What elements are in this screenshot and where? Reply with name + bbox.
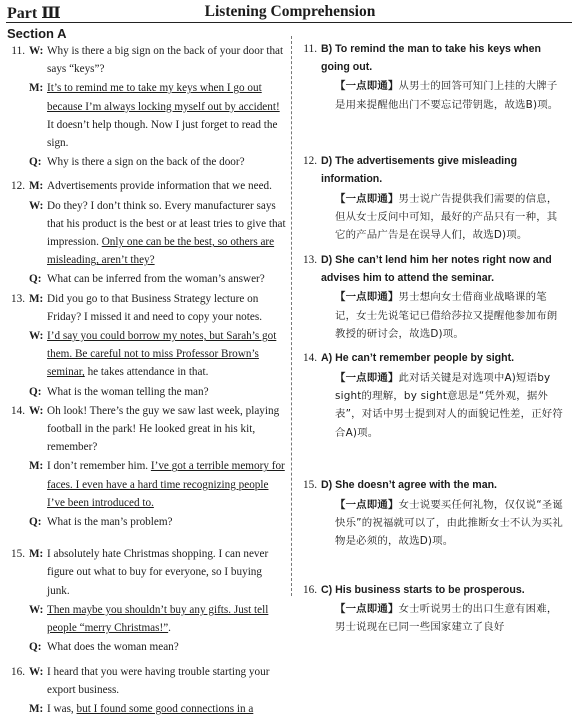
answer-explanation [335,600,567,637]
dialogue-line [5,513,287,531]
answer-option: D) The advertisements give misleading information. [321,155,518,186]
dialogue-text: I was, [47,702,77,715]
explanation-text: 女士说要买任何礼物，仅仅说“圣诞快乐”的祝福就可以了，由此推断女士不认为买礼物是必须的，故选D)项。 [335,498,563,548]
answer-block [297,40,567,114]
dialogue-text: I heard that you were having trouble starting your export business. [47,665,270,696]
answer-option: A) He can’t remember people by sight. [321,352,515,365]
speaker-label: W: [29,330,44,343]
speaker-label: M: [29,460,44,473]
answer-explanation [335,288,567,343]
dialogue-text: Oh look! There’s the guy we saw last week, playing football in the park! He looked great in his kit, remember? [47,404,280,454]
answer-number: 15. [303,479,317,492]
dialogue-line [5,327,287,382]
dialogue-text: What can be inferred from the woman’s answer? [47,273,265,286]
dialogue-text: Did you go to that Business Strategy lecture on Friday? I missed it and need to copy your notes. [47,292,263,323]
speaker-label: Q: [29,273,42,286]
speaker-label: Q: [29,641,42,654]
dialogue-line [5,457,287,512]
section-heading: Section A [7,26,67,41]
answer-block [297,476,567,550]
dialogue-line [5,270,287,288]
underlined-text: Then maybe you shouldn’t buy any gifts. Just tell people “merry Christmas!” [47,603,269,635]
page-header [0,3,580,23]
question-number: 12. [11,180,25,193]
answer-block [297,251,567,344]
answer-option: B) To remind the man to take his keys when going out. [321,43,541,74]
dialogue-line [5,290,287,326]
explanation-text: 男士想向女士借商业战略课的笔记，女士先说笔记已借给莎拉又提醒他参加布朗教授的研讨会，故选D)项。 [335,291,558,341]
answer-block [297,581,567,637]
dialogue-line [5,601,287,637]
answer-number: 12. [303,155,317,168]
dialogue-text: What is the woman telling the man? [47,385,209,398]
dialogue-line [5,197,287,270]
dialogue-column [5,42,287,719]
dialogue-text: I don’t remember him. [47,460,151,473]
dialogue-line [5,663,287,699]
answer-explanation [335,496,567,551]
explanation-text: 从男士的回答可知门上挂的大牌子是用来提醒他出门不要忘记带钥匙，故选B)项。 [335,80,559,111]
speaker-label: W: [29,199,44,212]
dialogue-text: . [168,622,171,635]
dialogue-line [5,79,287,152]
answer-number: 11. [303,43,317,55]
answer-number: 16. [303,583,317,596]
underlined-text: I’ve got a terrible memory for faces. I even have a hard time recognizing people I’ve been introduced to. [47,460,285,509]
speaker-label: W: [29,404,44,417]
speaker-label: Q: [29,385,42,398]
page-title: Listening Comprehension [204,3,376,20]
explanation-tag: 【一点即通】 [335,80,399,93]
dialogue-text: he takes attendance in that. [84,366,209,379]
dialogue-line [5,638,287,656]
speaker-label: M: [29,548,44,561]
speaker-label: Q: [29,516,42,529]
dialogue-text: Advertisements provide information that we need. [47,180,272,193]
dialogue-text: Do they? I don’t think so. Every manufacturer says that his product is the best or at least tries to give that impression. [47,199,286,249]
answer-block [297,349,567,442]
dialogue-text: It doesn’t help though. Now I just forget to read the sign. [47,118,278,150]
column-divider [291,36,292,596]
underlined-text: Only one can be the best, so others are misleading, aren’t they? [47,236,275,267]
underlined-text: It’s to remind me to take my keys when I go out because I’m always locking myself out by accident! [47,82,280,113]
dialogue-line [5,402,287,457]
dialogue-text: What does the woman mean? [47,641,179,654]
explanation-tag: 【一点即通】 [335,291,399,304]
part-label: Part Ⅲ [7,5,61,22]
question-number: 14. [11,404,25,417]
dialogue-text: What is the man’s problem? [47,516,173,529]
explanation-tag: 【一点即通】 [335,192,399,205]
explanation-tag: 【一点即通】 [335,498,399,511]
dialogue-line [5,42,287,78]
speaker-label: M: [29,702,44,715]
dialogue-line [5,383,287,401]
explanation-text: 女士听说男士的出口生意有困难，男士说现在已同一些国家建立了良好 [335,602,558,634]
speaker-label: W: [29,603,44,616]
explanation-text: 男士说广告提供我们需要的信息，但从女士反问中可知，最好的产品只有一种，其它的产品广告是在误导人们，故选D)项。 [335,192,558,242]
dialogue-line [5,153,287,171]
dialogue-text: Why is there a big sign on the back of your door that says “keys”? [47,45,284,76]
speaker-label: W: [29,665,44,678]
answer-option: D) She can’t lend him her notes right now and advises him to attend the seminar. [321,253,552,285]
answer-option: D) She doesn’t agree with the man. [321,479,498,492]
answer-option: C) His business starts to be prosperous. [321,583,525,596]
answer-explanation [335,77,567,114]
explanation-tag: 【一点即通】 [335,602,399,615]
speaker-label: M: [29,180,44,193]
dialogue-text: Why is there a sign on the back of the door? [47,156,245,169]
dialogue-line [5,545,287,600]
dialogue-line [5,177,287,195]
question-number: 13. [11,292,25,305]
speaker-label: Q: [29,156,42,169]
speaker-label: W: [29,45,44,57]
answer-number: 13. [303,253,317,266]
question-number: 11. [11,45,25,57]
answer-explanation [335,369,567,443]
speaker-label: M: [29,82,44,95]
explanation-tag: 【一点即通】 [335,371,399,384]
dialogue-line [5,700,287,718]
question-number: 15. [11,548,25,561]
underlined-text: I’d say you could borrow my notes, but Sarah’s got them. Be careful not to miss Professor Brown’s seminar, [47,330,277,379]
question-number: 16. [11,665,25,678]
answer-explanation [335,190,567,245]
answer-column [297,40,567,639]
header-rule [6,22,572,23]
speaker-label: M: [29,292,44,305]
answer-number: 14. [303,352,317,365]
dialogue-text: I absolutely hate Christmas shopping. I can never figure out what to buy for everyone, so I buying junk. [47,548,269,597]
explanation-text: 此对话关键是对选项中A)短语by sight的理解，by sight意思是“凭外观，据外表”，对话中男士提到对人的面貌记性差，正好符合A)项。 [335,371,563,439]
underlined-text: but I found some good connections in a [76,702,254,715]
answer-block [297,152,567,245]
